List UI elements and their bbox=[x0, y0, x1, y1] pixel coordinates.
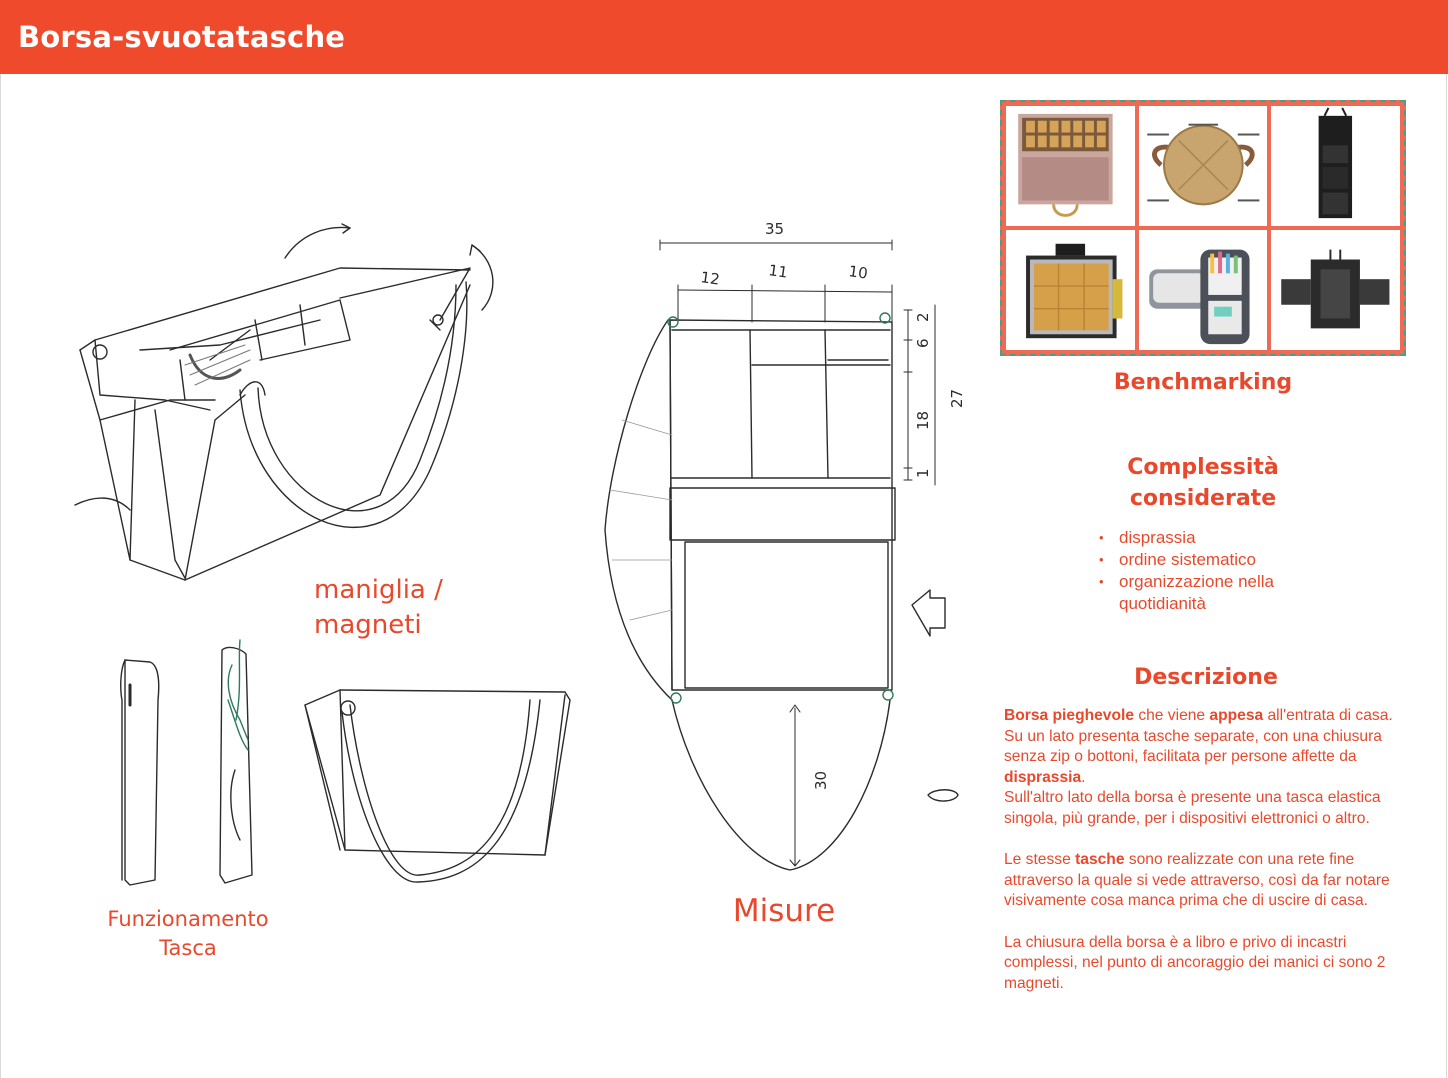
label-tasca-line2: Tasca bbox=[159, 936, 217, 960]
dim-col2: 11 bbox=[767, 261, 789, 282]
dim-row-a: 6 bbox=[914, 338, 932, 348]
label-handle-magnets bbox=[314, 573, 443, 643]
dim-flap: 30 bbox=[812, 770, 830, 790]
benchmarking-title: Benchmarking bbox=[1113, 370, 1293, 395]
desc-text: all'entrata di casa. Su un lato presenta tasche separate, con una chiusura senza zip o bottoni, facilitata per persone affette da bbox=[1004, 707, 1393, 766]
description-paragraph-1 bbox=[1004, 706, 1414, 830]
dim-total-height: 27 bbox=[948, 388, 966, 408]
description-paragraph-3: La chiusura della borsa è a libro e privo di incastri complessi, nel punto di ancoraggio dei manici ci sono 2 magneti. bbox=[1004, 933, 1386, 992]
description-body bbox=[1004, 706, 1414, 1015]
desc-bold-text: tasche bbox=[1075, 851, 1125, 869]
desc-bold-text: Borsa pieghevole bbox=[1004, 707, 1134, 724]
bench-image-compartment-box bbox=[1006, 230, 1135, 350]
bag-perspective-sketch bbox=[75, 224, 493, 580]
description-paragraph-2 bbox=[1004, 850, 1414, 912]
bench-image-round-organizer bbox=[1139, 106, 1268, 226]
complexity-title bbox=[1080, 452, 1326, 514]
list-item: • organizzazione nella quotidianità bbox=[1097, 571, 1337, 615]
dim-row-d: 1 bbox=[914, 468, 932, 478]
bench-image-jewelry-case bbox=[1006, 106, 1135, 226]
page-title: Borsa-svuotatasche bbox=[18, 20, 346, 54]
desc-text: . bbox=[1081, 768, 1086, 786]
pocket-side-sketch bbox=[121, 640, 252, 885]
bench-image-travel-organizer bbox=[1271, 230, 1400, 350]
dim-col1: 12 bbox=[699, 268, 721, 289]
complexity-title-line2: considerate bbox=[1129, 486, 1277, 511]
label-handle-line1: maniglia / bbox=[314, 575, 443, 605]
bag-front-sketch bbox=[305, 690, 570, 882]
benchmarking-grid bbox=[1000, 100, 1406, 356]
description-title: Descrizione bbox=[1134, 665, 1278, 690]
list-item: • disprassia bbox=[1097, 527, 1337, 549]
label-tasca-line1: Funzionamento bbox=[107, 907, 269, 931]
dim-col3: 10 bbox=[847, 262, 869, 283]
bench-image-pencil-pouch bbox=[1139, 230, 1268, 350]
desc-bold-text: disprassia bbox=[1004, 768, 1082, 786]
dim-row-b: 2 bbox=[914, 312, 932, 322]
list-item: • ordine sistematico bbox=[1097, 549, 1337, 571]
desc-bold-text: appesa bbox=[1209, 707, 1264, 724]
desc-text: che viene bbox=[1134, 707, 1210, 724]
desc-text: Sull'altro lato della borsa è presente una tasca elastica singola, più grande, per i dispositivi elettronici o altro. bbox=[1004, 789, 1381, 827]
desc-text: sono realizzate con una rete fine attraverso la quale si vede attraverso, così da far notare visivamente cosa manca prima che di uscire di casa. bbox=[1004, 851, 1390, 910]
complexity-list bbox=[1097, 527, 1337, 615]
label-measures: Misure bbox=[732, 893, 836, 929]
dim-total-width: 35 bbox=[765, 220, 785, 238]
dim-row-c: 18 bbox=[914, 410, 932, 430]
measurements-drawing bbox=[605, 240, 958, 870]
bench-image-hanging-organizer bbox=[1271, 106, 1400, 226]
desc-text: Le stesse bbox=[1004, 851, 1076, 869]
label-pocket-function bbox=[90, 905, 286, 963]
label-handle-line2: magneti bbox=[314, 610, 422, 640]
complexity-title-line1: Complessità bbox=[1127, 455, 1279, 480]
